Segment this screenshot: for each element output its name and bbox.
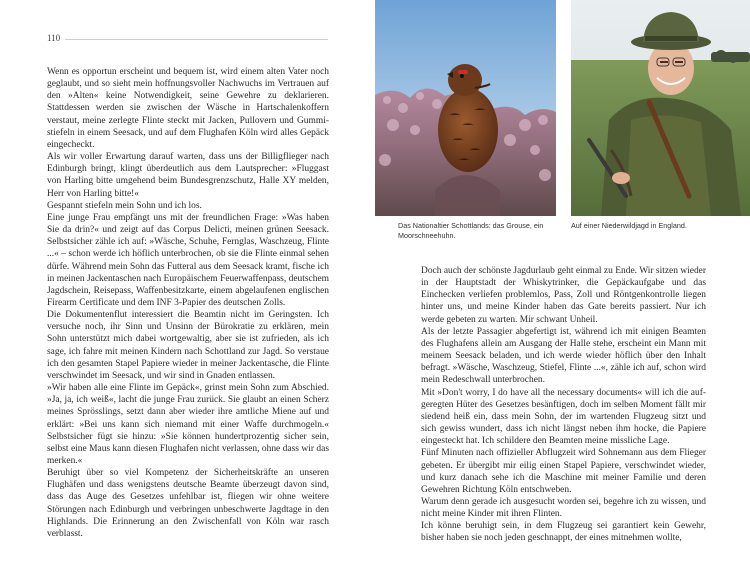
hunter-photo bbox=[571, 0, 750, 216]
paragraph: Eine junge Frau empfängt uns mit der freundlichen Frage: »Was haben Sie da drin?« und zeigt auf das Corpus Delicti, meinen grünen Seesack. Selbstsicher zähle ich auf: »Wäsche, Schuhe, Fernglas, Waschzeug, Flinte ...« – schon werde ich höflich unterbrochen, ob sie die Flinte einmal sehen dürfe. Während mein Sohn das Futteral aus dem Seesack kramt, fische ich in meinen Jackentaschen nach Europäischem Feuerwaffenpass, deutschem Jagdschein, Reisepass, Waffenbesitzkarte, einem abgelaufenen englischen Firearm Certificate und dem INF 3-Papier des deutschen Zolls. bbox=[47, 212, 329, 308]
paragraph: Warum denn gerade ich ausgesucht worden sei, begehre ich zu wissen, und nicht meine Kinder mit ihren Flinten. bbox=[421, 496, 706, 520]
hunter-illustration bbox=[571, 0, 750, 216]
paragraph: Als wir voller Erwartung darauf warten, dass uns der Billigflieger nach Edinburgh bringt, klingt überdeutlich aus dem Lautsprecher: »Fluggast von Harling bitte umgehend beim Bundesgrenzschutz, Halle XY melden, Herr von Harling bitte!« bbox=[47, 152, 329, 199]
left-column-text bbox=[47, 66, 329, 540]
paragraph: Mit »Don't worry, I do have all the necessary documents« will ich die aufgeregten Hüter des Gesetzes besänftigen, doch im selben Moment fällt mir siedend heiß ein, dass mein Sohn, der im wartenden Flugzeug sitzt und sich gewiss wundert, dass ich nicht längst neben ihm hocke, die Papiere eingesteckt hat. Ich schildere den Beamten meine missliche Lage. bbox=[421, 387, 706, 447]
paragraph: Als der letzte Passagier abgefertigt ist, während ich mit einigen Beamten des Flughafens allein am Ausgang der Halle stehe, erscheint ein Mann mit meinem Seesack beladen, und ich werde wieder höflich über den Inhalt befragt. »Wäsche, Waschzeug, Stiefel, Flinte ...«, zähle ich auf, schon wird mein Redeschwall unterbrochen. bbox=[421, 326, 706, 386]
grouse-illustration bbox=[375, 0, 556, 216]
hunter-caption: Auf einer Niederwildjagd in England. bbox=[571, 221, 687, 230]
right-column-text bbox=[421, 265, 706, 545]
paragraph: Doch auch der schönste Jagdurlaub geht einmal zu Ende. Wir sitzen wieder in der Hauptstadt der Whiskytrinker, die Gepäckaufgabe und das Einchecken verliefen problemlos, Pass, Zoll und Röntgenkontrolle liegen hinter uns, und meine Kinder haben das Gate bereits passiert. Nur ich werde gebeten zu warten. Mir schwant Unheil. bbox=[421, 266, 706, 325]
header-rule bbox=[65, 39, 328, 40]
grouse-photo bbox=[375, 0, 556, 216]
paragraph: Wenn es opportun erscheint und bequem ist, wird einem alten Vater noch geglaubt, und so sieht mein hoffnungsvoller Nachwuchs im Vertrauen auf den »Alten« keine Notwendigkeit, seine Gewehre zu deklarieren. Stattdessen werden sie zwischen der Wäsche in Hartschalenkoffern verstaut, meine zerlegte Flinte steckt mit Jacken, Pullovern und Gummistiefeln in einem Seesack, und auf dem Flughafen Köln wird alles Gepäck eingecheckt. bbox=[47, 67, 329, 150]
paragraph: Die Dokumentenflut interessiert die Beamtin nicht im Geringsten. Ich versuche noch, ihr Sinn und Unsinn der Bürokratie zu erklären, mein Sohn unterstützt mich dabei wortgewaltig, aber sie ist zufrieden, als ich sage, ich fahre mit meinen Kindern nach Schottland zur Jagd. So verstaue ich den gesamten Stapel Papiere wieder in meiner Jackentasche, die Flinte verschwindet im Seesack, und wir sind in Gnaden entlassen. bbox=[47, 310, 329, 381]
page-number: 110 bbox=[47, 33, 61, 43]
paragraph: Ich könne beruhigt sein, in dem Flugzeug sei garantiert kein Gewehr, bisher haben sie noch jeden geschnappt, der eines mitnehmen wollte, bbox=[421, 521, 706, 544]
paragraph: Gespannt stiefeln mein Sohn und ich los. bbox=[47, 200, 202, 211]
paragraph: Beruhigt über so viel Kompetenz der Sicherheitskräfte an unseren Flughäfen und dass wenigstens deutsche Beamte überzeugt davon sind, dass das Auge des Gesetzes unfehlbar ist, fliegen wir ohne weitere Störungen nach Edinburgh und verbringen unbeschwerte Jagdtage in den Highlands. Die Erinnerung an den Zwischenfall von Köln war rasch verblasst. bbox=[47, 468, 329, 539]
right-page bbox=[375, 0, 750, 583]
paragraph: »Wir haben alle eine Flinte im Gepäck«, grinst mein Sohn zum Abschied. »Ja, ja, ich weiß«, lacht die junge Frau zurück. Sie glaubt an einen Scherz meines Sprösslings, setzt dann aber wieder ihre amtliche Miene auf und erklärt: »Bei uns kann sich niemand mit einer Waffe durchmogeln.« Selbstsicher fügt sie hinzu: »Sie können hundertprozentig sicher sein, selbst eine Maus kann diesen Flughafen nicht verlassen, ohne dass wir das merken.« bbox=[47, 383, 329, 466]
grouse-caption: Das Nationaltier Schottlands: das Grouse, ein Moorschneehuhn. bbox=[398, 221, 544, 240]
paragraph: Fünf Minuten nach offizieller Abflugzeit wird Sohnemann aus dem Flieger gebeten. Er übergibt mir eilig einen Stapel Papiere, verschwindet wieder, und kurz danach sehe ich die Maschine mit meiner Familie und deren Gewehren Richtung Köln entschweben. bbox=[421, 448, 706, 495]
